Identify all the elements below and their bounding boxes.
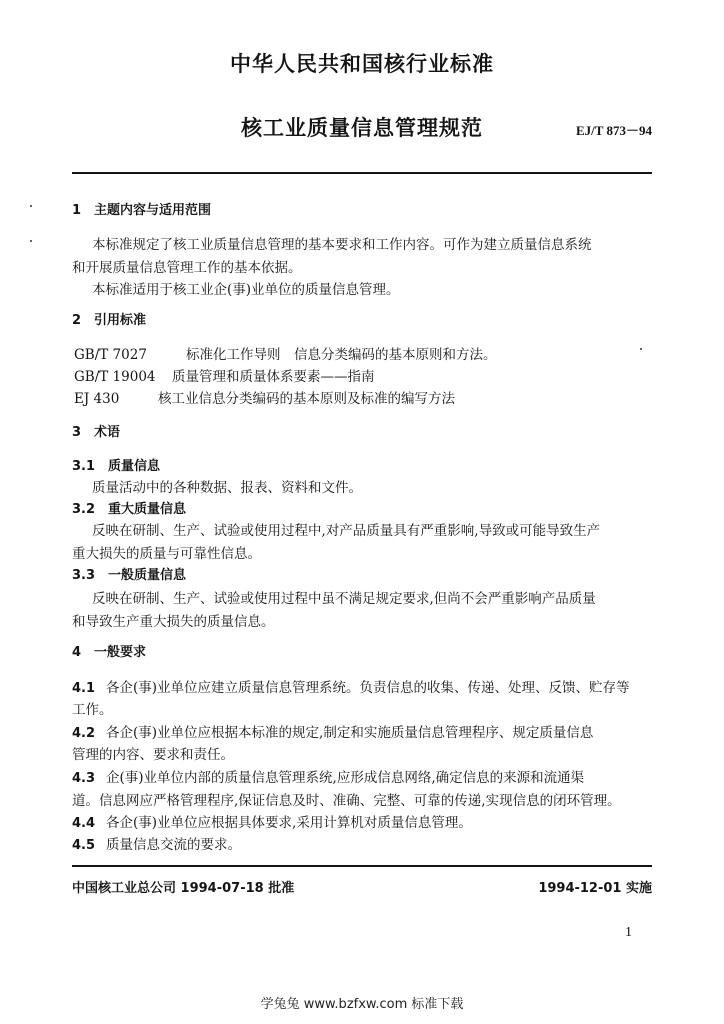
bottom-rule: [72, 865, 652, 867]
requirement-text: 道。信息网应严格管理程序,保证信息及时、准确、完整、可靠的传递,实现信息的闭环管理。: [72, 793, 621, 809]
top-rule: [72, 172, 652, 174]
term-title: 质量信息: [108, 459, 161, 474]
page-number: 1: [625, 925, 632, 940]
section-2-heading: [72, 309, 146, 328]
scan-speck: [640, 348, 642, 350]
standard-category-title: 中华人民共和国核行业标准: [230, 52, 494, 76]
requirement-item: [72, 721, 593, 741]
section-1-heading: [72, 199, 211, 218]
paragraph: 和开展质量信息管理工作的基本依据。: [72, 260, 302, 276]
term-number: 3.2: [72, 502, 96, 517]
scan-speck: [30, 205, 32, 207]
term-definition: 质量活动中的各种数据、报表、资料和文件。: [92, 480, 362, 496]
requirement-text: 管理的内容、要求和责任。: [72, 747, 234, 763]
term-title: 重大质量信息: [108, 502, 187, 517]
requirement-number: 4.2: [72, 726, 96, 741]
document-code: EJ/T 873－94: [576, 123, 652, 138]
requirement-number: 4.5: [72, 838, 96, 853]
reference-item: [74, 387, 455, 407]
reference-code: EJ 430: [74, 391, 120, 407]
requirement-item: [72, 833, 241, 853]
section-number: 2: [72, 313, 82, 328]
term-heading: [72, 455, 160, 474]
section-title: 引用标准: [94, 313, 147, 328]
requirement-item: [72, 811, 472, 831]
document-title: 核工业质量信息管理规范: [241, 116, 483, 140]
reference-title: 标准化工作导则 信息分类编码的基本原则和方法。: [186, 347, 497, 363]
reference-code: GB/T 7027: [74, 347, 147, 363]
requirement-item: [72, 766, 584, 786]
reference-code: GB/T 19004: [74, 369, 156, 385]
requirement-text: 工作。: [72, 702, 113, 718]
term-definition: 反映在研制、生产、试验或使用过程中,对产品质量具有严重影响,导致或可能导致生产: [92, 523, 601, 539]
section-number: 1: [72, 203, 82, 218]
watermark: 学兔兔 www.bzfxw.com 标准下载: [260, 997, 464, 1012]
term-heading: [72, 498, 186, 517]
reference-title: 核工业信息分类编码的基本原则及标准的编写方法: [158, 391, 455, 407]
paragraph: 本标准适用于核工业企(事)业单位的质量信息管理。: [92, 282, 400, 298]
requirement-number: 4.4: [72, 816, 96, 831]
section-number: 3: [72, 425, 82, 440]
requirement-number: 4.1: [72, 681, 96, 696]
approval-line: 中国核工业总公司 1994-07-18 批准: [72, 881, 295, 896]
requirement-item: [72, 676, 630, 696]
term-definition: 和导致生产重大损失的质量信息。: [72, 614, 275, 630]
requirement-text: 质量信息交流的要求。: [106, 837, 241, 853]
requirement-number: 4.3: [72, 771, 96, 786]
implementation-date: 1994-12-01 实施: [538, 881, 652, 896]
requirement-text: 企(事)业单位内部的质量信息管理系统,应形成信息网络,确定信息的来源和流通渠: [106, 770, 585, 786]
section-title: 一般要求: [94, 645, 147, 660]
section-3-heading: [72, 421, 120, 440]
reference-title: 质量管理和质量体系要素——指南: [172, 369, 375, 385]
section-title: 主题内容与适用范围: [94, 203, 212, 218]
scan-speck: [30, 240, 32, 242]
section-title: 术语: [94, 425, 121, 440]
term-definition: 重大损失的质量与可靠性信息。: [72, 546, 261, 562]
requirement-text: 各企(事)业单位应根据具体要求,采用计算机对质量信息管理。: [106, 815, 472, 831]
term-heading: [72, 564, 186, 583]
term-number: 3.3: [72, 568, 96, 583]
term-definition: 反映在研制、生产、试验或使用过程中虽不满足规定要求,但尚不会严重影响产品质量: [92, 591, 596, 607]
term-number: 3.1: [72, 459, 96, 474]
term-title: 一般质量信息: [108, 568, 187, 583]
reference-item: [74, 343, 497, 363]
reference-item: [74, 365, 375, 385]
paragraph: 本标准规定了核工业质量信息管理的基本要求和工作内容。可作为建立质量信息系统: [92, 237, 592, 253]
section-4-heading: [72, 641, 146, 660]
requirement-text: 各企(事)业单位应根据本标准的规定,制定和实施质量信息管理程序、规定质量信息: [106, 725, 594, 741]
section-number: 4: [72, 645, 82, 660]
requirement-text: 各企(事)业单位应建立质量信息管理系统。负责信息的收集、传递、处理、反馈、贮存等: [106, 680, 630, 696]
